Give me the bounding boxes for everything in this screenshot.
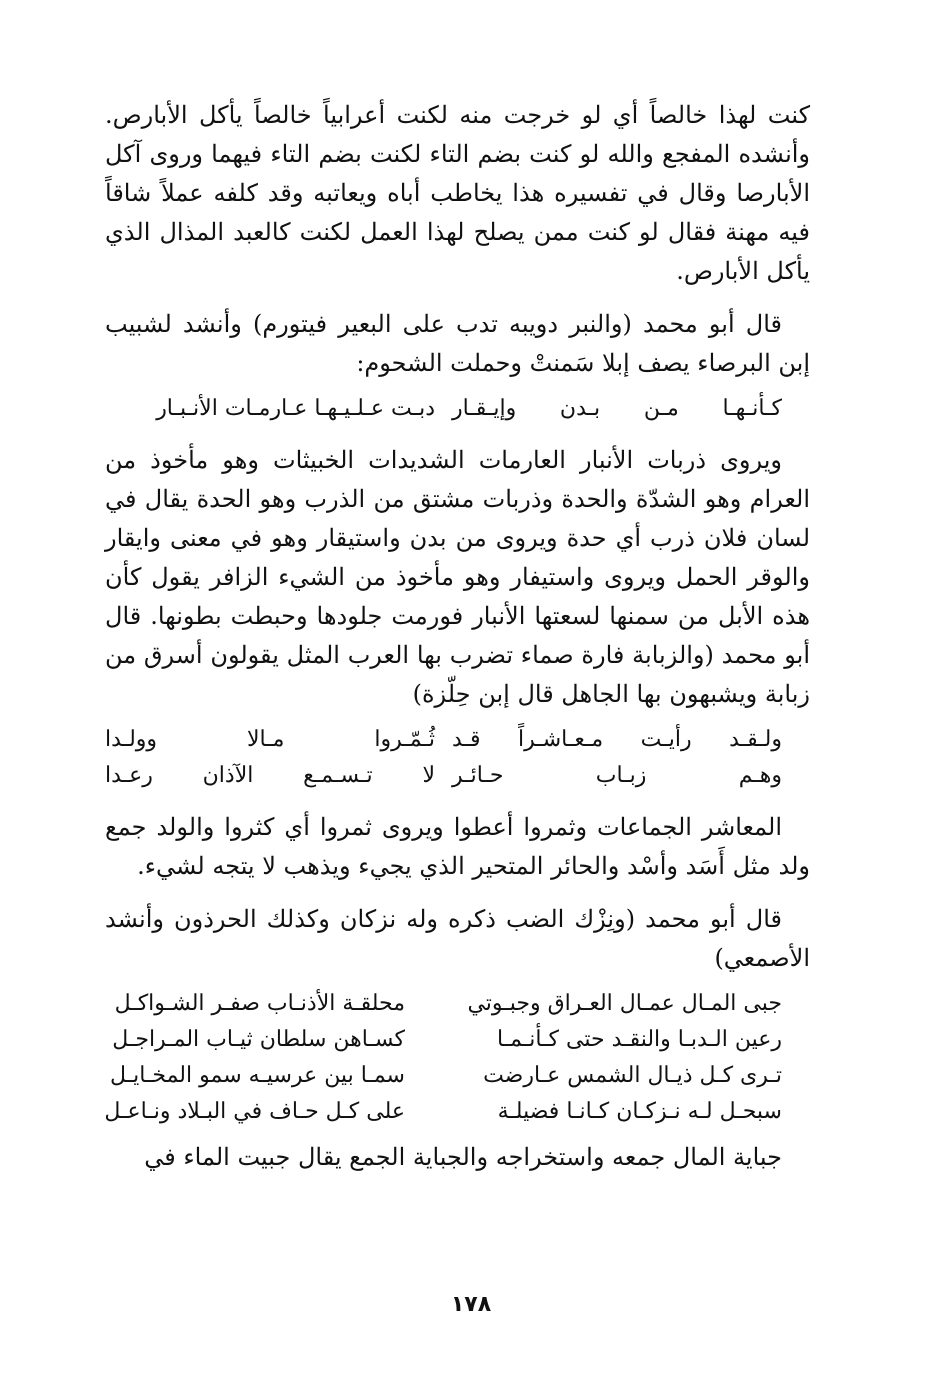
verse-hemistich-first: سبحـل لـه نـزكـان كـانـا فضيلـة <box>497 1099 782 1124</box>
verse-word: ثُـمّـروا <box>374 727 435 752</box>
paragraph-3: ويروى ذربات الأنبار العارمات الشديدات الخبيثات وهو مأخوذ من العرام وهو الشدّة والحدة وذربات مشتق من الذرب وهو الحدة يقال في لسان فلان ذرب أي حدة ويروى من بدن واستيقار وهو في معنى وايقار والوقر الحمل ويروى واستيفار وهو مأخوذ من الشيء الزافر يقول كأن هذه الأبل من سمنها لسعتها الأنبار فورمت جلودها وحبطت بطونها. قال أبو محمد (والزبابة فارة صماء تضرب بها العرب المثل يقولون أسرق من زبابة ويشبهون بها الجاهل قال إبن حِلّزة) <box>105 446 810 708</box>
verse-hemistich-first: جبى المـال عمـال العـراق وجبـوتي <box>467 991 782 1016</box>
verse-word: مـعـاشـراً <box>518 727 604 752</box>
verse-line-7 <box>105 1094 810 1130</box>
verse-word: وإيـقـار <box>452 396 517 421</box>
verse-hemistich-second: دبـت عـلـيـهـا عـارمـات الأنـبـار <box>156 396 435 421</box>
verse-word: لا <box>422 763 435 788</box>
verse-block-1 <box>105 391 810 427</box>
verse-hemistich-first: رعين الـدبـا والنقـد حتى كـأنـمـا <box>496 1027 782 1052</box>
page-body <box>105 96 810 1177</box>
verse-line-3 <box>105 758 810 794</box>
verse-word: مـالا <box>246 727 285 752</box>
verse-word: كـأنـهـا <box>722 396 782 421</box>
verse-hemistich-first: تـرى كـل ذيـال الشمس عـارضت <box>483 1063 782 1088</box>
verse-block-3 <box>105 986 810 1130</box>
verse-hemistich-second: كسـاهن سلطان ثيـاب المـراجـل <box>112 1027 405 1052</box>
verse-hemistich-first <box>452 722 810 758</box>
paragraph-2: قال أبو محمد (والنبر دويبه تدب على البعير فيتورم) وأنشد لشبيب إبن البرصاء يصف إبلا سَمنتْ وحملت الشحوم: <box>105 310 810 377</box>
verse-line-6 <box>105 1058 810 1094</box>
paragraph-6: جباية المال جمعه واستخراجه والجباية الجمع يقال جبيت الماء في <box>144 1143 782 1171</box>
verse-word: تـسـمـع <box>303 763 373 788</box>
verse-word: مـن <box>643 396 679 421</box>
verse-word: ولـقـد <box>729 727 782 752</box>
verse-word: زبـاب <box>595 763 647 788</box>
paragraph-1: كنت لهذا خالصاً أي لو خرجت منه لكنت أعرابياً خالصاً يأكل الأبارص. وأنشده المفجع والله لو كنت بضم التاء لكنت بضم التاء فيهما وروى آكل الأبارصا وقال في تفسيره هذا يخاطب أباه ويعاتبه وقد كلفه عملاً شاقاً فيه مهنة فقال لو كنت ممن يصلح لهذا العمل لكنت كالعبد المذال الذي يأكل الأبارص. <box>105 101 810 285</box>
verse-hemistich-second: محلقـة الأذنـاب صفـر الشـواكـل <box>114 991 405 1016</box>
verse-line-2 <box>105 722 810 758</box>
verse-word: قـد <box>452 727 481 752</box>
verse-word: وولـدا <box>105 727 158 752</box>
verse-word: رأيـت <box>640 727 692 752</box>
verse-line-1 <box>105 391 810 427</box>
verse-word: وهـم <box>738 763 782 788</box>
verse-hemistich-second <box>105 722 435 758</box>
verse-word: الآذان <box>202 763 254 788</box>
verse-line-5 <box>105 1022 810 1058</box>
verse-hemistich-second: سمـا بين عرسيـه سمو المخـايـل <box>110 1063 405 1088</box>
verse-block-2 <box>105 722 810 794</box>
verse-hemistich-second: على كـل حـاف في البـلاد ونـاعـل <box>104 1099 405 1124</box>
paragraph-5: قال أبو محمد (ونِزْك الضب ذكره وله نزكان وكذلك الحرذون وأنشد الأصمعي) <box>105 905 810 972</box>
verse-line-4 <box>105 986 810 1022</box>
verse-word: رعـدا <box>105 763 153 788</box>
verse-word: حـائـر <box>452 763 504 788</box>
paragraph-4: المعاشر الجماعات وثمروا أعطوا ويروى ثمروا أي كثروا والولد جمع ولد مثل أَسَد وأسْد والحائر المتحير الذي يجيء ويذهب لا يتجه لشيء. <box>105 813 810 880</box>
page-number: ١٧٨ <box>450 1292 492 1317</box>
verse-word: بـدن <box>559 396 601 421</box>
verse-hemistich-first <box>452 391 810 427</box>
verse-hemistich-second <box>105 758 435 794</box>
verse-hemistich-first <box>452 758 810 794</box>
